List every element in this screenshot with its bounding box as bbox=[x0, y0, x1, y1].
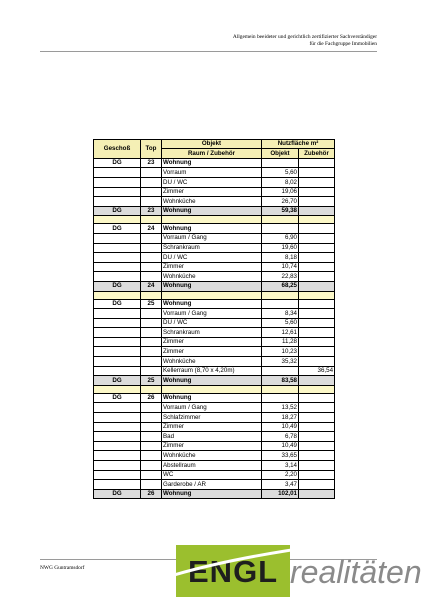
room-area-zubehoer bbox=[299, 177, 335, 187]
header-line-2: für die Fachgruppe Immobilien bbox=[309, 41, 377, 47]
room-row bbox=[94, 197, 335, 207]
header-col-objekt: Objekt bbox=[262, 149, 299, 158]
room-area-zubehoer bbox=[299, 197, 335, 207]
room-area-zubehoer bbox=[299, 233, 335, 243]
room-top-empty bbox=[141, 337, 162, 347]
room-floor-empty bbox=[94, 413, 141, 423]
room-row bbox=[94, 309, 335, 319]
room-area-zubehoer bbox=[299, 451, 335, 461]
room-row bbox=[94, 441, 335, 451]
room-floor-empty bbox=[94, 318, 141, 328]
header-raum: Raum / Zubehör bbox=[162, 149, 262, 158]
total-zubehoer-empty bbox=[299, 489, 335, 499]
room-top-empty bbox=[141, 272, 162, 282]
spacer-row bbox=[94, 385, 335, 393]
spacer-cell bbox=[262, 291, 299, 299]
unit-top: 23 bbox=[141, 158, 162, 168]
spacer-row bbox=[94, 216, 335, 224]
spacer-cell bbox=[94, 385, 141, 393]
room-top-empty bbox=[141, 480, 162, 490]
room-area-objekt: 3,14 bbox=[262, 461, 299, 471]
room-floor-empty bbox=[94, 337, 141, 347]
unit-zubehoer-empty bbox=[299, 299, 335, 309]
unit-top: 25 bbox=[141, 299, 162, 309]
unit-zubehoer-empty bbox=[299, 224, 335, 234]
room-top-empty bbox=[141, 233, 162, 243]
room-name: Garderobe / AR bbox=[162, 480, 262, 490]
room-area-objekt: 5,60 bbox=[262, 318, 299, 328]
room-name: Wohnküche bbox=[162, 357, 262, 367]
room-row bbox=[94, 347, 335, 357]
spacer-cell bbox=[162, 216, 262, 224]
unit-floor: DG bbox=[94, 299, 141, 309]
room-floor-empty bbox=[94, 177, 141, 187]
room-name: Zimmer bbox=[162, 441, 262, 451]
unit-objekt-empty bbox=[262, 224, 299, 234]
room-top-empty bbox=[141, 366, 162, 376]
room-top-empty bbox=[141, 318, 162, 328]
room-row bbox=[94, 168, 335, 178]
room-row bbox=[94, 233, 335, 243]
unit-floor: DG bbox=[94, 393, 141, 403]
room-area-objekt: 8,02 bbox=[262, 177, 299, 187]
room-row bbox=[94, 461, 335, 471]
room-floor-empty bbox=[94, 328, 141, 338]
total-top: 26 bbox=[141, 489, 162, 499]
total-floor: DG bbox=[94, 489, 141, 499]
room-floor-empty bbox=[94, 441, 141, 451]
room-row bbox=[94, 480, 335, 490]
room-area-zubehoer bbox=[299, 403, 335, 413]
room-top-empty bbox=[141, 328, 162, 338]
total-label: Wohnung bbox=[162, 489, 262, 499]
room-area-zubehoer bbox=[299, 262, 335, 272]
room-area-zubehoer bbox=[299, 187, 335, 197]
room-area-zubehoer bbox=[299, 347, 335, 357]
total-floor: DG bbox=[94, 281, 141, 291]
room-top-empty bbox=[141, 177, 162, 187]
unit-label: Wohnung bbox=[162, 224, 262, 234]
room-area-objekt: 10,23 bbox=[262, 347, 299, 357]
room-row bbox=[94, 318, 335, 328]
room-floor-empty bbox=[94, 366, 141, 376]
room-area-objekt: 19,60 bbox=[262, 243, 299, 253]
spacer-cell bbox=[299, 291, 335, 299]
room-floor-empty bbox=[94, 197, 141, 207]
room-row bbox=[94, 272, 335, 282]
spacer-cell bbox=[141, 385, 162, 393]
room-top-empty bbox=[141, 403, 162, 413]
room-area-objekt: 8,18 bbox=[262, 253, 299, 263]
unit-total-row bbox=[94, 376, 335, 386]
room-name: Wohnküche bbox=[162, 272, 262, 282]
room-top-empty bbox=[141, 470, 162, 480]
unit-objekt-empty bbox=[262, 299, 299, 309]
spacer-cell bbox=[94, 291, 141, 299]
room-floor-empty bbox=[94, 168, 141, 178]
room-area-objekt: 2,20 bbox=[262, 470, 299, 480]
room-area-zubehoer bbox=[299, 168, 335, 178]
room-area-objekt: 8,34 bbox=[262, 309, 299, 319]
room-area-objekt: 10,74 bbox=[262, 262, 299, 272]
room-top-empty bbox=[141, 309, 162, 319]
header-top: Top bbox=[141, 140, 162, 159]
room-name: DU / WC bbox=[162, 318, 262, 328]
room-row bbox=[94, 432, 335, 442]
room-name: WC bbox=[162, 470, 262, 480]
room-name: Vorraum / Gang bbox=[162, 309, 262, 319]
unit-top: 24 bbox=[141, 224, 162, 234]
room-area-objekt: 6,78 bbox=[262, 432, 299, 442]
total-top: 23 bbox=[141, 206, 162, 216]
room-row bbox=[94, 328, 335, 338]
room-top-empty bbox=[141, 422, 162, 432]
spacer-cell bbox=[141, 216, 162, 224]
unit-total-row bbox=[94, 489, 335, 499]
room-floor-empty bbox=[94, 272, 141, 282]
room-top-empty bbox=[141, 197, 162, 207]
room-floor-empty bbox=[94, 187, 141, 197]
total-floor: DG bbox=[94, 376, 141, 386]
room-area-objekt: 10,49 bbox=[262, 441, 299, 451]
room-area-zubehoer bbox=[299, 422, 335, 432]
header-col-zubehoer: Zubehör bbox=[299, 149, 335, 158]
total-zubehoer-empty bbox=[299, 376, 335, 386]
header-nutzflaeche: Nutzfläche m² bbox=[262, 140, 335, 149]
room-floor-empty bbox=[94, 461, 141, 471]
room-name: Schrankraum bbox=[162, 328, 262, 338]
unit-zubehoer-empty bbox=[299, 158, 335, 168]
room-name: Kellerraum (8,70 x 4,20m) bbox=[162, 366, 262, 376]
room-name: Abstellraum bbox=[162, 461, 262, 471]
room-area-zubehoer bbox=[299, 357, 335, 367]
header-line-1: Allgemein beeideter und gerichtlich zertifizierter Sachverständiger bbox=[232, 34, 377, 40]
room-area-zubehoer bbox=[299, 309, 335, 319]
room-row bbox=[94, 403, 335, 413]
room-area-objekt: 35,32 bbox=[262, 357, 299, 367]
room-area-zubehoer bbox=[299, 470, 335, 480]
room-floor-empty bbox=[94, 253, 141, 263]
spacer-cell bbox=[162, 291, 262, 299]
room-area-objekt: 12,61 bbox=[262, 328, 299, 338]
total-area: 59,38 bbox=[262, 206, 299, 216]
room-row bbox=[94, 470, 335, 480]
room-floor-empty bbox=[94, 480, 141, 490]
room-name: Vorraum / Gang bbox=[162, 403, 262, 413]
room-top-empty bbox=[141, 432, 162, 442]
room-area-zubehoer bbox=[299, 480, 335, 490]
room-area-objekt: 22,83 bbox=[262, 272, 299, 282]
room-name: DU / WC bbox=[162, 253, 262, 263]
unit-label: Wohnung bbox=[162, 299, 262, 309]
total-label: Wohnung bbox=[162, 206, 262, 216]
room-top-empty bbox=[141, 253, 162, 263]
room-name: Zimmer bbox=[162, 187, 262, 197]
room-area-objekt: 13,52 bbox=[262, 403, 299, 413]
room-area-zubehoer bbox=[299, 461, 335, 471]
room-floor-empty bbox=[94, 451, 141, 461]
unit-top: 26 bbox=[141, 393, 162, 403]
room-name: Vorraum bbox=[162, 168, 262, 178]
total-area: 102,01 bbox=[262, 489, 299, 499]
total-top: 25 bbox=[141, 376, 162, 386]
logo-wordmark-engl: ENGL bbox=[188, 554, 279, 589]
unit-label: Wohnung bbox=[162, 158, 262, 168]
total-zubehoer-empty bbox=[299, 206, 335, 216]
room-name: Zimmer bbox=[162, 422, 262, 432]
room-row bbox=[94, 357, 335, 367]
total-area: 83,58 bbox=[262, 376, 299, 386]
room-area-objekt: 18,27 bbox=[262, 413, 299, 423]
company-logo bbox=[176, 545, 422, 597]
header-divider bbox=[40, 51, 377, 52]
room-floor-empty bbox=[94, 422, 141, 432]
room-name: Schrankraum bbox=[162, 243, 262, 253]
unit-label: Wohnung bbox=[162, 393, 262, 403]
room-top-empty bbox=[141, 413, 162, 423]
total-area: 68,25 bbox=[262, 281, 299, 291]
unit-objekt-empty bbox=[262, 158, 299, 168]
room-floor-empty bbox=[94, 357, 141, 367]
room-area-objekt: 6,90 bbox=[262, 233, 299, 243]
room-top-empty bbox=[141, 461, 162, 471]
room-floor-empty bbox=[94, 243, 141, 253]
unit-floor: DG bbox=[94, 158, 141, 168]
room-top-empty bbox=[141, 357, 162, 367]
room-area-zubehoer bbox=[299, 272, 335, 282]
unit-heading-row bbox=[94, 158, 335, 168]
room-name: Vorraum / Gang bbox=[162, 233, 262, 243]
room-top-empty bbox=[141, 243, 162, 253]
room-row bbox=[94, 243, 335, 253]
document-header bbox=[233, 34, 377, 48]
total-floor: DG bbox=[94, 206, 141, 216]
room-area-zubehoer bbox=[299, 318, 335, 328]
header-geschoss: Geschoß bbox=[94, 140, 141, 159]
unit-heading-row bbox=[94, 299, 335, 309]
room-floor-empty bbox=[94, 262, 141, 272]
room-row bbox=[94, 413, 335, 423]
room-row bbox=[94, 177, 335, 187]
room-row bbox=[94, 253, 335, 263]
spacer-cell bbox=[299, 216, 335, 224]
total-label: Wohnung bbox=[162, 376, 262, 386]
room-area-zubehoer bbox=[299, 432, 335, 442]
spacer-cell bbox=[299, 385, 335, 393]
room-row bbox=[94, 187, 335, 197]
room-top-empty bbox=[141, 262, 162, 272]
room-name: DU / WC bbox=[162, 177, 262, 187]
room-name: Wohnküche bbox=[162, 197, 262, 207]
room-name: Zimmer bbox=[162, 347, 262, 357]
room-top-empty bbox=[141, 441, 162, 451]
room-name: Zimmer bbox=[162, 262, 262, 272]
room-area-zubehoer bbox=[299, 441, 335, 451]
room-name: Schlafzimmer bbox=[162, 413, 262, 423]
area-table bbox=[93, 139, 335, 499]
room-row bbox=[94, 451, 335, 461]
room-row bbox=[94, 366, 335, 376]
logo-wordmark-realitaeten: realitäten bbox=[290, 554, 422, 590]
unit-floor: DG bbox=[94, 224, 141, 234]
room-row bbox=[94, 262, 335, 272]
room-area-objekt: 5,60 bbox=[262, 168, 299, 178]
room-area-objekt bbox=[262, 366, 299, 376]
room-row bbox=[94, 337, 335, 347]
total-top: 24 bbox=[141, 281, 162, 291]
room-floor-empty bbox=[94, 347, 141, 357]
room-top-empty bbox=[141, 347, 162, 357]
room-top-empty bbox=[141, 451, 162, 461]
room-area-zubehoer: 36,54 bbox=[299, 366, 335, 376]
unit-heading-row bbox=[94, 224, 335, 234]
unit-heading-row bbox=[94, 393, 335, 403]
room-top-empty bbox=[141, 168, 162, 178]
room-area-zubehoer bbox=[299, 253, 335, 263]
room-area-objekt: 19,06 bbox=[262, 187, 299, 197]
table-header-row-1 bbox=[94, 140, 335, 149]
spacer-cell bbox=[94, 216, 141, 224]
total-zubehoer-empty bbox=[299, 281, 335, 291]
unit-objekt-empty bbox=[262, 393, 299, 403]
room-area-objekt: 26,70 bbox=[262, 197, 299, 207]
spacer-row bbox=[94, 291, 335, 299]
room-area-objekt: 11,28 bbox=[262, 337, 299, 347]
spacer-cell bbox=[162, 385, 262, 393]
room-floor-empty bbox=[94, 233, 141, 243]
room-floor-empty bbox=[94, 403, 141, 413]
spacer-cell bbox=[141, 291, 162, 299]
room-floor-empty bbox=[94, 470, 141, 480]
room-area-objekt: 3,47 bbox=[262, 480, 299, 490]
room-name: Zimmer bbox=[162, 337, 262, 347]
unit-zubehoer-empty bbox=[299, 393, 335, 403]
header-objekt: Objekt bbox=[162, 140, 262, 149]
room-area-zubehoer bbox=[299, 337, 335, 347]
spacer-cell bbox=[262, 216, 299, 224]
unit-total-row bbox=[94, 281, 335, 291]
room-floor-empty bbox=[94, 309, 141, 319]
total-label: Wohnung bbox=[162, 281, 262, 291]
room-area-objekt: 33,65 bbox=[262, 451, 299, 461]
footer-text: NWG Guntramsdorf bbox=[40, 565, 85, 571]
room-name: Wohnküche bbox=[162, 451, 262, 461]
room-row bbox=[94, 422, 335, 432]
room-top-empty bbox=[141, 187, 162, 197]
room-floor-empty bbox=[94, 432, 141, 442]
room-area-zubehoer bbox=[299, 413, 335, 423]
spacer-cell bbox=[262, 385, 299, 393]
room-name: Bad bbox=[162, 432, 262, 442]
unit-total-row bbox=[94, 206, 335, 216]
room-area-zubehoer bbox=[299, 328, 335, 338]
room-area-objekt: 10,49 bbox=[262, 422, 299, 432]
room-area-zubehoer bbox=[299, 243, 335, 253]
